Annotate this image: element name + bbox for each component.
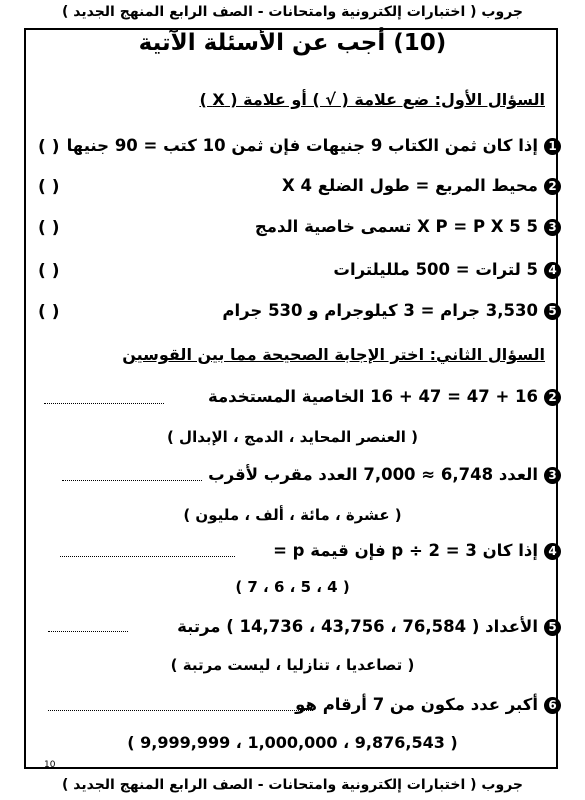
item-number: 1 <box>544 138 561 155</box>
item-number: 3 <box>544 219 561 236</box>
q2-item-6 <box>295 695 561 714</box>
answer-line[interactable] <box>48 700 313 711</box>
answer-options: ( 4 ، 5 ، 6 ، 7 ) <box>235 578 350 596</box>
answer-options: ( تصاعديا ، تنازليا ، ليست مرتبة ) <box>170 656 415 674</box>
answer-options: ( عشرة ، مائة ، ألف ، مليون ) <box>183 506 402 524</box>
item-text: 5 لترات = 500 ملليلترات <box>333 260 538 279</box>
page-title: (10) أجب عن الأسئلة الآتية <box>138 30 447 56</box>
q1-item-3 <box>255 217 561 236</box>
answer-paren[interactable]: ( ) <box>38 177 60 197</box>
item-text: 16 + 47 = 47 + 16 الخاصية المستخدمة <box>207 387 538 406</box>
answer-paren[interactable]: ( ) <box>38 218 60 238</box>
q1-item-1 <box>67 136 561 155</box>
answer-line[interactable] <box>62 470 202 481</box>
item-number: 5 <box>544 303 561 320</box>
item-number: 6 <box>544 697 561 714</box>
q2-item-4 <box>273 541 561 560</box>
item-number: 4 <box>544 543 561 560</box>
page-number: 10 <box>44 760 56 770</box>
page-header: جروب ( اختبارات إلكترونية وامتحانات - الصف الرابع المنهج الجديد ) <box>62 4 523 20</box>
answer-options: ( العنصر المحايد ، الدمج ، الإبدال ) <box>166 428 418 446</box>
answer-paren[interactable]: ( ) <box>38 261 60 281</box>
item-text: محيط المربع = طول الضلع X 4 <box>282 176 538 195</box>
item-text: العدد 6,748 ≈ 7,000 العدد مقرب لأقرب <box>208 465 538 484</box>
answer-paren[interactable]: ( ) <box>38 302 60 322</box>
item-number: 4 <box>544 262 561 279</box>
q1-item-5 <box>222 301 561 320</box>
answer-options: ( 9,876,543 ، 1,000,000 ، 9,999,999 ) <box>127 733 458 752</box>
q2-item-3 <box>208 465 561 484</box>
item-text: 3,530 جرام = 3 كيلوجرام و 530 جرام <box>222 301 538 320</box>
item-number: 2 <box>544 178 561 195</box>
page-footer: جروب ( اختبارات إلكترونية وامتحانات - الصف الرابع المنهج الجديد ) <box>62 777 523 793</box>
answer-line[interactable] <box>48 621 128 632</box>
answer-line[interactable] <box>44 393 164 404</box>
q1-item-2 <box>282 176 561 195</box>
item-text: الأعداد ( 76,584 ، 43,756 ، 14,736 ) مرتبة <box>177 617 538 636</box>
q2-item-5 <box>177 617 561 636</box>
item-text: إذا كان 3 = 2 ÷ p فإن قيمة p = <box>273 541 538 560</box>
q2-heading: السؤال الثاني: اختر الإجابة الصحيحة مما بين القوسين <box>122 345 545 364</box>
answer-line[interactable] <box>60 546 235 557</box>
answer-paren[interactable]: ( ) <box>38 137 60 157</box>
q1-heading: السؤال الأول: ضع علامة ( √ ) أو علامة ( X ) <box>199 90 545 109</box>
item-text: 5 X P = P X 5 تسمى خاصية الدمج <box>254 217 538 236</box>
q2-item-2 <box>208 387 561 406</box>
item-number: 5 <box>544 619 561 636</box>
item-text: إذا كان ثمن الكتاب 9 جنيهات فإن ثمن 10 كتب = 90 جنيها <box>66 136 538 155</box>
item-number: 3 <box>544 467 561 484</box>
q1-item-4 <box>333 260 561 279</box>
item-number: 2 <box>544 389 561 406</box>
item-text: أكبر عدد مكون من 7 أرقام هو <box>295 695 538 714</box>
